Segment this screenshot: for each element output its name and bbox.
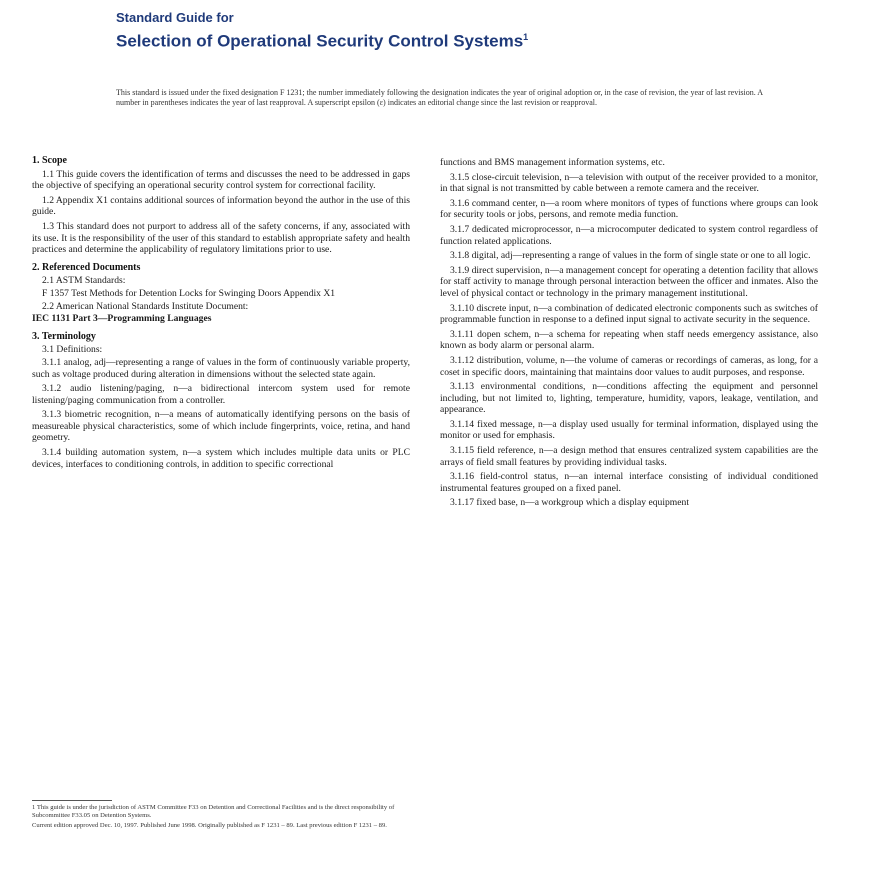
right-column (440, 157, 818, 512)
paragraph: 3.1.8 digital, adj—representing a range of values in the form of single state or one to all logic. (450, 250, 811, 262)
section-heading: 2. Referenced Documents (32, 261, 141, 273)
issuance-statement: This standard is issued under the fixed designation F 1231; the number immediately following the designation indicates the year of original adoption or, in the case of revision, the year of last revision. A number in parentheses indicates the year of last reapproval. A superscript epsilon (ε) indicates an editorial change since the last revision or reapproval. (116, 88, 763, 107)
reference-line: 2.1 ASTM Standards: (42, 275, 126, 287)
left-column (32, 155, 410, 473)
section-heading: 1. Scope (32, 155, 67, 166)
paragraph: 1.2 Appendix X1 contains additional sources of information beyond the author in the use of this guide. (32, 194, 410, 218)
paragraph: 3.1.2 audio listening/paging, n—a bidirectional intercom system used for remote listening/paging communication from a controller. (32, 383, 410, 406)
paragraph: 3.1.16 field-control status, n—an internal interface consisting of individual conditioned instrumental features grouped on a fixed panel. (440, 471, 818, 494)
reference-line: 2.2 American National Standards Institute Document: (42, 300, 249, 312)
paragraph: functions and BMS management information systems, etc. (440, 157, 665, 168)
paragraph: 3.1.5 close-circuit television, n—a television with output of the receiver provided to a monitor, in that signal is not transmitted by cable between a remote camera and the receiver. (440, 171, 818, 195)
paragraph: 3.1.15 field reference, n—a design method that ensures centralized system capabilities are the arrays of field small features by providing individual tasks. (440, 445, 818, 468)
section-heading: 3. Terminology (32, 330, 96, 342)
reference-line: IEC 1131 Part 3—Programming Languages (32, 313, 212, 325)
paragraph: 3.1.4 building automation system, n—a system which includes multiple data units or PLC devices, interfaces to conditioning controls, in addition to specific correctional (32, 447, 410, 470)
paragraph: 3.1.3 biometric recognition, n—a means of automatically identifying persons on the basis of measureable physical characteristics, some of which include fingerprints, voice, retina, and hand geometry. (32, 409, 410, 444)
paragraph: 3.1.12 distribution, volume, n—the volume of cameras or recordings of cameras, as long, for a coset in specific doors, maintaining that maintains door values to audit purposes, and response. (440, 354, 818, 378)
footnote-rule (32, 800, 112, 801)
standard-line: Standard Guide for (116, 10, 234, 25)
paragraph: 3.1.17 fixed base, n—a workgroup which a display equipment (450, 497, 689, 509)
paragraph: 3.1.6 command center, n—a room where monitors of types of functions where groups can look for security tools or jobs, persons, and remote media function. (440, 197, 818, 221)
paragraph: 3.1.14 fixed message, n—a display used usually for terminal information, displayed using the monitor or used for emphasis. (440, 418, 818, 442)
document-title (116, 27, 766, 52)
document-header (116, 10, 766, 52)
paragraph: 3.1.13 environmental conditions, n—conditions affecting the equipment and personnel including, but not limited to, lighting, temperature, humidity, vapors, leakage, ventilation, and appearance. (440, 381, 818, 416)
paragraph: 3.1.1 analog, adj—representing a range of values in the form of continuously variable property, such as voltage produced during alteration in dimensions without the selected state again. (32, 356, 410, 380)
title-footnote-marker: 1 (523, 32, 529, 42)
reference-line: 3.1 Definitions: (42, 344, 103, 356)
paragraph: 3.1.11 dopen schem, n—a schema for repeating when staff needs emergency assistance, also known as body alarm or personal alarm. (440, 328, 818, 352)
paragraph: 1.1 This guide covers the identification of terms and discusses the need to be addressed in gaps the objective of specifying an operational security control system for correctional facility. (32, 168, 410, 192)
title-text: Selection of Operational Security Control Systems (116, 31, 524, 51)
paragraph: 1.3 This standard does not purport to address all of the safety concerns, if any, associated with its use. It is the responsibility of the user of this standard to establish appropriate safety and health practices and determine the applicability of regulatory limitations prior to use. (32, 220, 410, 256)
paragraph: 3.1.7 dedicated microprocessor, n—a microcomputer dedicated to system control regardless of function related applications. (440, 223, 818, 247)
paragraph: 3.1.9 direct supervision, n—a management concept for operating a detention facility that allows for staff activity to manage through personal interaction between the officer and inmates. Also the level of physical contact or technology in the primary management institutional. (440, 264, 818, 299)
footnote-2: Current edition approved Dec. 10, 1997. Published June 1998. Originally published as F 1231 – 89. Last previous edition F 1231 – 89. (32, 822, 387, 829)
footnotes (32, 800, 410, 832)
paragraph: 3.1.10 discrete input, n—a combination of dedicated electronic components such as switches of programmable function in response to a defined input signal to activate security in the sequence. (440, 302, 818, 326)
footnote-1: 1 This guide is under the jurisdiction of ASTM Committee F33 on Detention and Correctional Facilities and is the direct responsibility of Subcommittee F33.05 on Detention Systems. (32, 804, 395, 819)
reference-line: F 1357 Test Methods for Detention Locks for Swinging Doors Appendix X1 (42, 287, 336, 299)
